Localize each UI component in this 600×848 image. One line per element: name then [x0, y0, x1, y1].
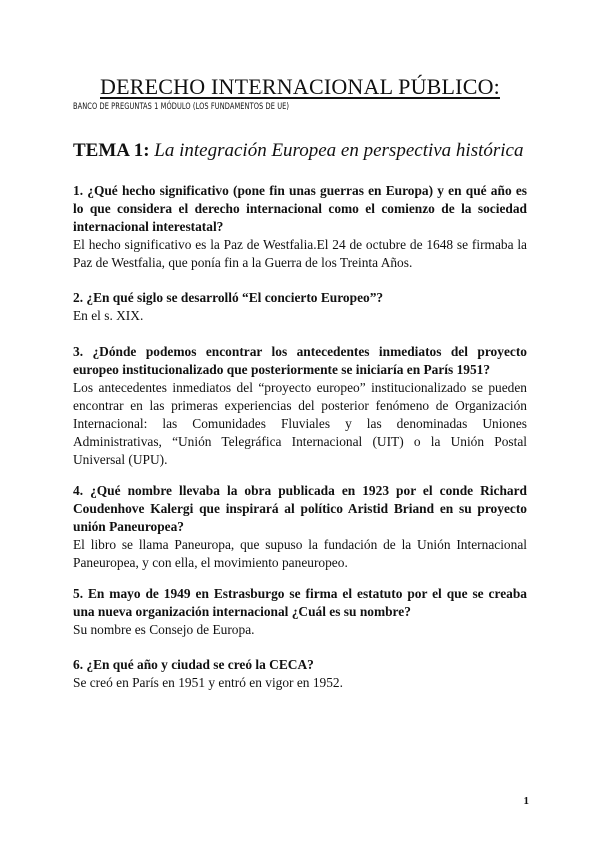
question-text: 1. ¿Qué hecho significativo (pone fin unas guerras en Europa) y en qué año es lo que considera el derecho internacional como el comienzo de la sociedad internacional interestatal? [73, 183, 527, 234]
tema-heading [73, 140, 524, 162]
document-subtitle: BANCO DE PREGUNTAS 1 MÓDULO (LOS FUNDAMENTOS DE UE) [73, 102, 290, 112]
page-number: 1 [523, 795, 529, 807]
answer-text: El libro se llama Paneuropa, que supuso la fundación de la Unión Internacional Paneuropea, y con ella, el movimiento paneuropeo. [73, 537, 527, 570]
answer-text: Su nombre es Consejo de Europa. [73, 622, 255, 637]
answer-text: Los antecedentes inmediatos del “proyecto europeo” institucionalizado se pueden encontrar en las primeras experiencias del posterior fenómeno de Organización Internacional: las Comunidades Fluviales y las denominadas Uniones Administrativas, “Unión Telegráfica Internacional (UIT) o la Unión Postal Universal (UPU). [73, 380, 527, 467]
tema-name: La integración Europea en perspectiva histórica [154, 140, 524, 161]
question-block-4 [73, 482, 527, 572]
document-title: DERECHO INTERNACIONAL PÚBLICO: [100, 74, 500, 99]
question-text: 2. ¿En qué siglo se desarrolló “El concierto Europeo”? [73, 290, 384, 305]
answer-text: El hecho significativo es la Paz de Westfalia.El 24 de octubre de 1648 se firmaba la Paz de Westfalia, que ponía fin a la Guerra de los Treinta Años. [73, 237, 527, 270]
question-text: 3. ¿Dónde podemos encontrar los antecedentes inmediatos del proyecto europeo institucionalizado que posteriormente se iniciaría en París 1951? [73, 344, 527, 377]
question-block-6 [73, 656, 527, 692]
answer-text: En el s. XIX. [73, 308, 144, 323]
question-block-5 [73, 585, 527, 639]
tema-label: TEMA 1: [73, 140, 150, 161]
question-block-1 [73, 182, 527, 272]
question-text: 5. En mayo de 1949 en Estrasburgo se firma el estatuto por el que se creaba una nueva organización internacional ¿Cuál es su nombre? [73, 586, 527, 619]
question-text: 6. ¿En qué año y ciudad se creó la CECA? [73, 657, 314, 672]
question-block-2 [73, 289, 527, 325]
answer-text: Se creó en París en 1951 y entró en vigor en 1952. [73, 675, 343, 690]
question-block-3 [73, 343, 527, 469]
question-text: 4. ¿Qué nombre llevaba la obra publicada en 1923 por el conde Richard Coudenhove Kalergi que inspirará al político Aristid Briand en su proyecto unión Paneuropea? [73, 483, 527, 534]
